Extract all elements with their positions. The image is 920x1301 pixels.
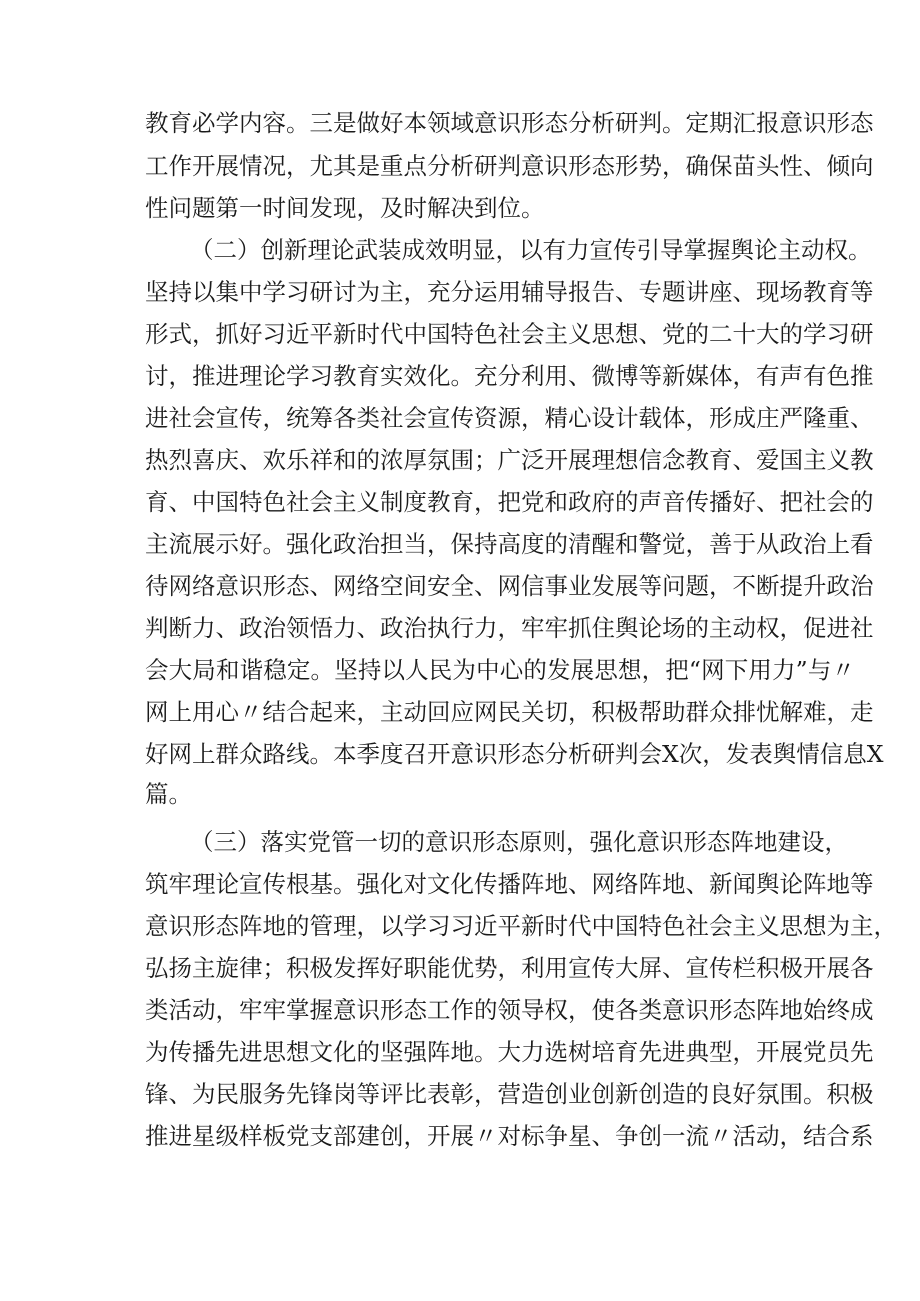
text-line: 育、中国特色社会主义制度教育，把党和政府的声音传播好、把社会的 (145, 488, 874, 516)
text-line: 坚持以集中学习研讨为主，充分运用辅导报告、专题讲座、现场教育等 (145, 278, 874, 306)
text-line: 好网上群众路线。本季度召开意识形态分析研判会X次，发表舆情信息X (145, 740, 884, 768)
text-line: 会大局和谐稳定。坚持以人民为中心的发展思想，把“网下用力”与〃 (145, 656, 855, 684)
text-line: 锋、为民服务先锋岗等评比表彰，营造创业创新创造的良好氛围。积极 (145, 1080, 874, 1108)
text-line: 教育必学内容。三是做好本领域意识形态分析研判。定期汇报意识形态 (145, 109, 874, 137)
text-line: 推进星级样板党支部建创，开展〃对标争星、争创一流〃活动，结合系 (145, 1122, 874, 1150)
text-line: 性问题第一时间发现，及时解决到位。 (145, 194, 545, 222)
text-line: 进社会宣传，统筹各类社会宣传资源，精心设计载体，形成庄严隆重、 (145, 404, 874, 432)
text-line: 网上用心〃结合起来，主动回应网民关切，积极帮助群众排忧解难，走 (145, 698, 874, 726)
text-line: 筑牢理论宣传根基。强化对文化传播阵地、网络阵地、新闻舆论阵地等 (145, 870, 874, 898)
text-line: 判断力、政治领悟力、政治执行力，牢牢抓住舆论场的主动权，促进社 (145, 614, 874, 642)
text-line: 篇。 (145, 780, 192, 808)
text-line: 讨，推进理论学习教育实效化。充分利用、微博等新媒体，有声有色推 (145, 362, 874, 390)
section-heading-line: （二）创新理论武装成效明显，以有力宣传引导掌握舆论主动权。 (190, 236, 872, 264)
text-line: 工作开展情况，尤其是重点分析研判意识形态形势，确保苗头性、倾向 (145, 152, 874, 180)
text-line: 形式，抓好习近平新时代中国特色社会主义思想、党的二十大的学习研 (145, 320, 874, 348)
text-line: 类活动，牢牢掌握意识形态工作的领导权，使各类意识形态阵地始终成 (145, 996, 874, 1024)
text-line: 为传播先进思想文化的坚强阵地。大力选树培育先进典型，开展党员先 (145, 1038, 874, 1066)
text-line: 热烈喜庆、欢乐祥和的浓厚氛围；广泛开展理想信念教育、爱国主义教 (145, 446, 874, 474)
text-line: 弘扬主旋律；积极发挥好职能优势，利用宣传大屏、宣传栏积极开展各 (145, 954, 874, 982)
text-line: 意识形态阵地的管理，以学习习近平新时代中国特色社会主义思想为主， (145, 912, 897, 940)
text-line: 主流展示好。强化政治担当，保持高度的清醒和警觉，善于从政治上看 (145, 530, 874, 558)
section-heading-line: （三）落实党管一切的意识形态原则，强化意识形态阵地建设， (190, 828, 848, 856)
text-line: 待网络意识形态、网络空间安全、网信事业发展等问题，不断提升政治 (145, 572, 874, 600)
